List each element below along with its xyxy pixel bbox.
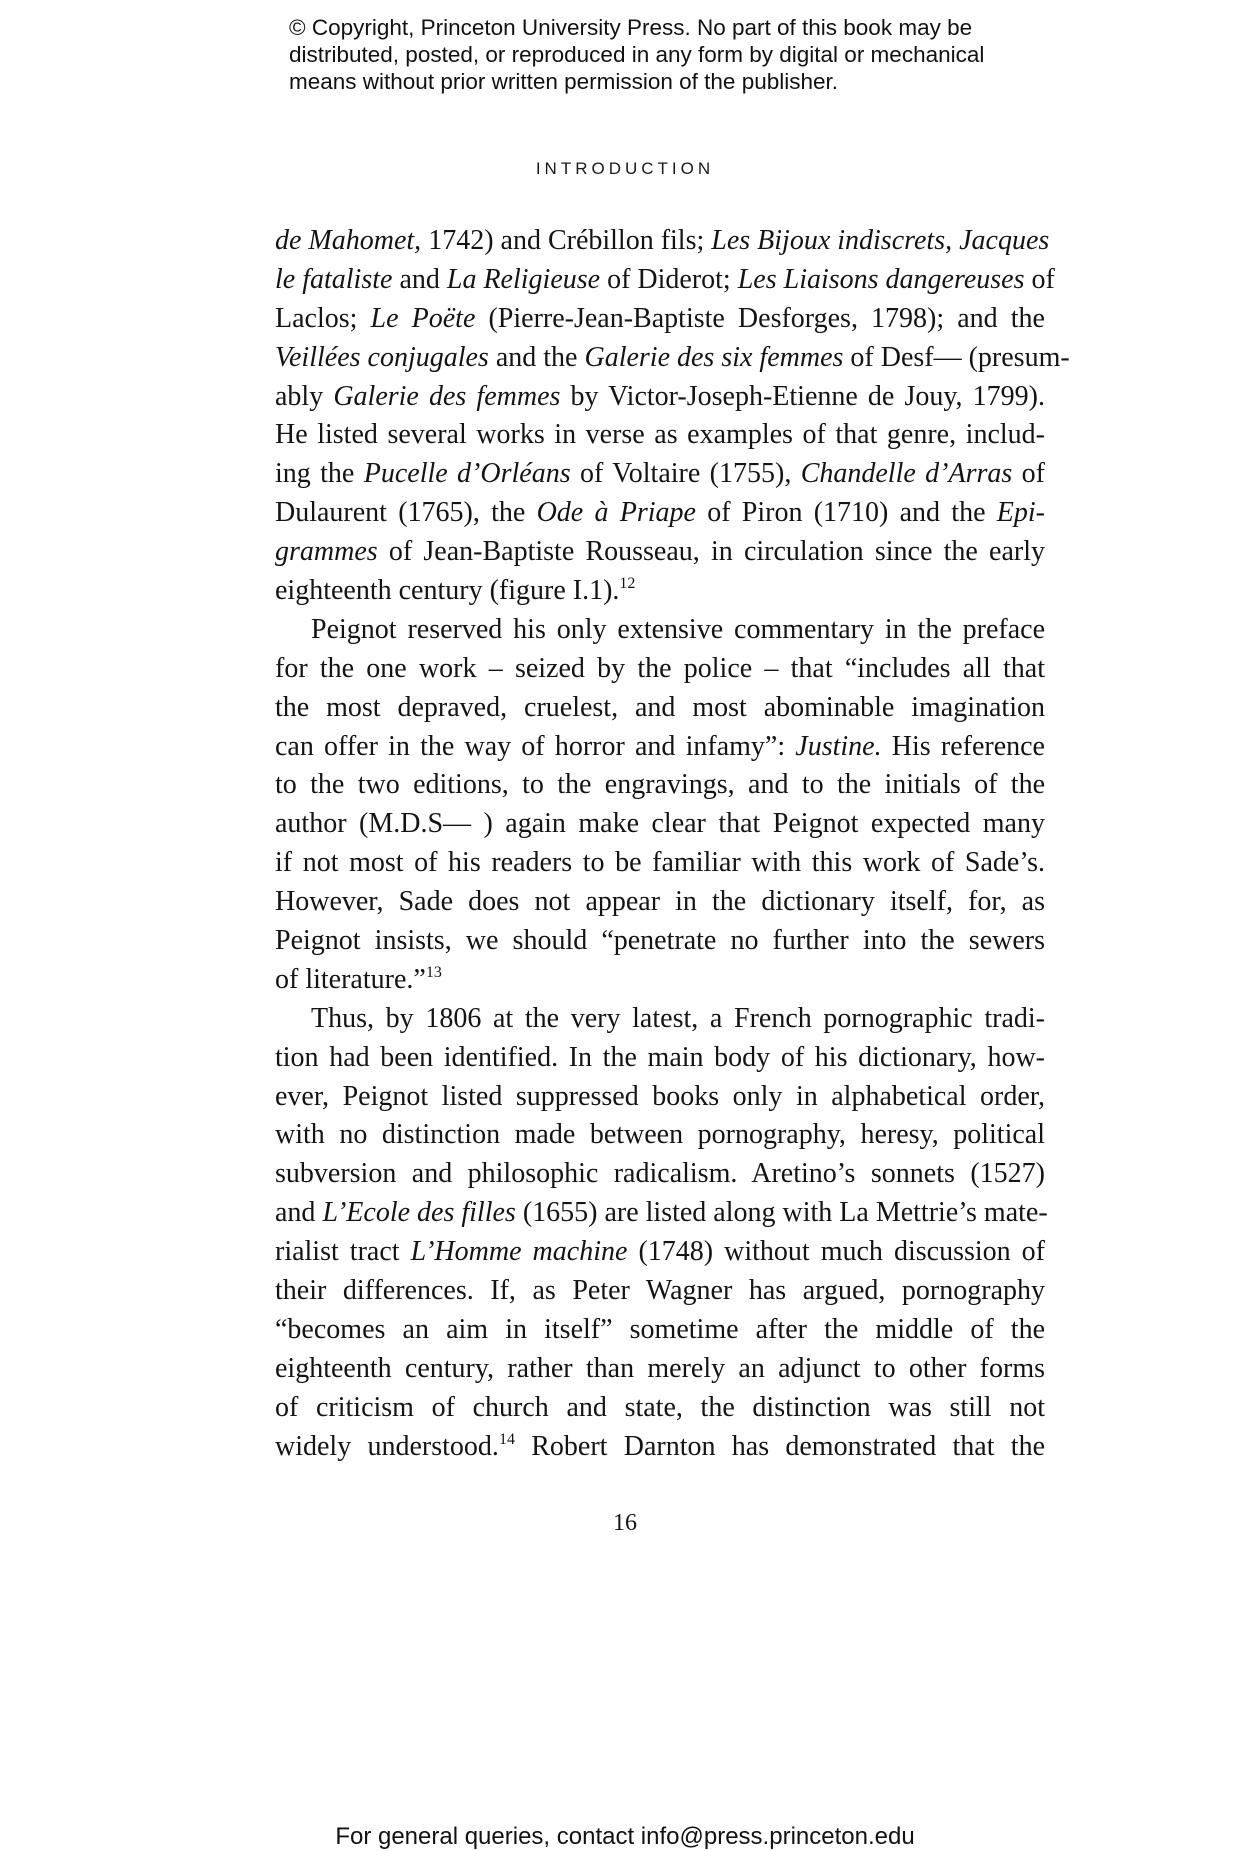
text-line: their differences. If, as Peter Wagner has argued, pornography bbox=[275, 1275, 1045, 1307]
text-run: (1748) without much discussion of bbox=[627, 1236, 1045, 1268]
text-run: of Diderot; bbox=[600, 263, 738, 295]
italic-title: Le Poëte bbox=[370, 302, 476, 334]
text-run: widely understood. bbox=[275, 1430, 499, 1462]
text-line bbox=[275, 261, 1055, 300]
text-run: of Voltaire (1755), bbox=[570, 458, 801, 490]
italic-title: grammes bbox=[275, 536, 378, 568]
text-run: of bbox=[1012, 458, 1045, 490]
italic-title: L’Homme machine bbox=[410, 1236, 628, 1268]
running-head: INTRODUCTION bbox=[535, 159, 715, 178]
text-run: Dulaurent (1765), the bbox=[275, 497, 537, 529]
text-line bbox=[275, 494, 1045, 533]
text-line bbox=[275, 533, 1045, 572]
text-line: to the two editions, to the engravings, and to the initials of the bbox=[275, 769, 1045, 801]
text-run: eighteenth century (figure I.1). bbox=[275, 575, 620, 607]
text-line: tion had been identified. In the main body of his dictionary, how- bbox=[275, 1041, 1045, 1073]
text-line bbox=[275, 455, 1045, 494]
text-run: and the bbox=[488, 341, 585, 373]
text-line bbox=[275, 300, 1045, 339]
text-line bbox=[275, 572, 1045, 611]
text-run: and bbox=[392, 263, 447, 295]
text-run: of Jean-Baptiste Rousseau, in circulation since the early bbox=[377, 536, 1045, 568]
text-run: Laclos; bbox=[275, 302, 371, 334]
text-line bbox=[275, 1194, 1048, 1233]
italic-title: Veillées conjugales bbox=[275, 341, 489, 373]
italic-title: Pucelle d’Orléans bbox=[363, 458, 571, 490]
text-line bbox=[275, 339, 1070, 378]
text-run: of bbox=[1024, 263, 1055, 295]
text-line: He listed several works in verse as examples of that genre, includ- bbox=[275, 419, 1045, 451]
text-run: ably bbox=[275, 380, 334, 412]
italic-title: Les Liaisons dangereuses bbox=[737, 263, 1025, 295]
text-run: 1742) and Crébillon fils; bbox=[421, 225, 712, 256]
copyright-line: means without prior written permission of the publisher. bbox=[289, 69, 839, 94]
text-line: of criticism of church and state, the distinction was still not bbox=[275, 1391, 1045, 1423]
footnote-marker: 12 bbox=[619, 575, 636, 593]
text-line bbox=[275, 961, 1045, 1000]
text-line: “becomes an aim in itself” sometime after the middle of the bbox=[275, 1313, 1045, 1345]
text-line bbox=[275, 222, 1050, 261]
italic-title: de Mahomet, bbox=[275, 225, 422, 256]
text-run: can offer in the way of horror and infamy”: bbox=[275, 730, 796, 762]
page-number: 16 bbox=[613, 1510, 637, 1536]
italic-title: Chandelle d’Arras bbox=[800, 458, 1013, 490]
text-line bbox=[275, 378, 1045, 417]
text-line: However, Sade does not appear in the dictionary itself, for, as bbox=[275, 886, 1045, 918]
italic-title: L’Ecole des filles bbox=[322, 1197, 516, 1229]
footer-contact: For general queries, contact info@press.princeton.edu bbox=[335, 1823, 915, 1850]
text-run: ing the bbox=[275, 458, 364, 490]
copyright-notice bbox=[289, 14, 1069, 95]
copyright-line: © Copyright, Princeton University Press. No part of this book may be bbox=[289, 15, 973, 40]
text-line bbox=[275, 1428, 1045, 1467]
italic-title: Les Bijoux indiscrets, Jacques bbox=[711, 225, 1050, 256]
text-run: (Pierre-Jean-Baptiste Desforges, 1798); and the bbox=[475, 302, 1045, 334]
text-run: (1655) are listed along with La Mettrie’s mate- bbox=[515, 1197, 1048, 1229]
italic-title: Epi- bbox=[996, 497, 1045, 529]
body-text bbox=[275, 222, 1070, 1467]
italic-title: Justine. bbox=[795, 730, 882, 762]
text-line bbox=[275, 1233, 1045, 1272]
text-run: of Piron (1710) and the bbox=[695, 497, 997, 529]
text-run: of literature.” bbox=[275, 963, 426, 995]
text-run: rialist tract bbox=[275, 1236, 411, 1268]
text-line: with no distinction made between pornography, heresy, political bbox=[275, 1119, 1045, 1151]
text-line: for the one work – seized by the police – that “includes all that bbox=[275, 652, 1045, 684]
text-line bbox=[275, 728, 1045, 767]
text-line: eighteenth century, rather than merely an adjunct to other forms bbox=[275, 1352, 1045, 1384]
text-run: by Victor-Joseph-Etienne de Jouy, 1799). bbox=[560, 380, 1046, 412]
text-line: Peignot insists, we should “penetrate no further into the sewers bbox=[275, 925, 1045, 957]
text-line: the most depraved, cruelest, and most abominable imagination bbox=[275, 691, 1045, 723]
text-run: Robert Darnton has demonstrated that the bbox=[514, 1430, 1045, 1462]
text-run: and bbox=[275, 1197, 323, 1229]
text-line: ever, Peignot listed suppressed books only in alphabetical order, bbox=[275, 1080, 1045, 1112]
footnote-marker: 14 bbox=[498, 1430, 515, 1448]
copyright-line: distributed, posted, or reproduced in any form by digital or mechanical bbox=[289, 42, 985, 67]
italic-title: Ode à Priape bbox=[536, 497, 696, 529]
text-line: author (M.D.S— ) again make clear that Peignot expected many bbox=[275, 808, 1045, 840]
text-run: His reference bbox=[881, 730, 1045, 762]
text-line: Peignot reserved his only extensive commentary in the preface bbox=[311, 613, 1045, 645]
italic-title: La Religieuse bbox=[446, 263, 601, 295]
text-run: of Desf— (presum- bbox=[843, 341, 1070, 373]
italic-title: Galerie des femmes bbox=[333, 380, 561, 412]
text-line: Thus, by 1806 at the very latest, a French pornographic tradi- bbox=[311, 1002, 1045, 1034]
text-line: if not most of his readers to be familiar with this work of Sade’s. bbox=[275, 847, 1045, 879]
text-line: subversion and philosophic radicalism. Aretino’s sonnets (1527) bbox=[275, 1158, 1045, 1190]
footnote-marker: 13 bbox=[425, 963, 442, 981]
italic-title: le fataliste bbox=[275, 263, 393, 295]
italic-title: Galerie des six femmes bbox=[584, 341, 844, 373]
